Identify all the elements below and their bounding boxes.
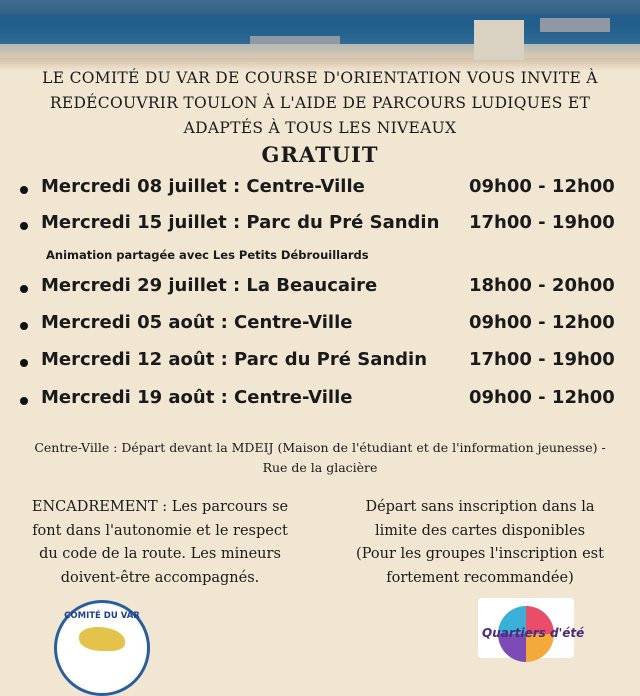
comite-du-var-logo	[54, 600, 150, 696]
schedule-item	[20, 387, 630, 417]
inscription-block	[330, 496, 630, 590]
schedule-time: 09h00 - 12h00	[469, 387, 615, 408]
schedule-time: 09h00 - 12h00	[469, 176, 615, 197]
var-map-icon	[79, 627, 125, 651]
animation-note: Animation partagée avec Les Petits Débrouillards	[46, 248, 369, 262]
quartiers-logo-text: Quartiers d'été	[482, 626, 585, 640]
encadrement-block	[10, 496, 310, 590]
intro-line-3: ADAPTÉS À TOUS LES NIVEAUX	[183, 119, 457, 137]
schedule-item	[20, 312, 630, 342]
schedule-label: Mercredi 08 juillet : Centre-Ville	[41, 176, 365, 197]
inscription-line-1: Départ sans inscription dans la	[365, 499, 595, 515]
quartiers-ete-logo	[478, 598, 585, 658]
bullet-icon	[20, 397, 28, 405]
inscription-line-4: fortement recommandée)	[386, 569, 574, 586]
schedule-item	[20, 176, 630, 206]
encadrement-line-1: Les parcours se	[167, 499, 289, 515]
bullet-icon	[20, 322, 28, 330]
comite-logo-text: COMITÉ DU VAR	[64, 611, 140, 621]
schedule-item	[20, 349, 630, 379]
depart-line-2: Rue de la glacière	[262, 460, 378, 475]
building	[0, 44, 640, 58]
intro-line-1: LE COMITÉ DU VAR DE COURSE D'ORIENTATION VOUS INVITE À	[42, 69, 598, 87]
bullet-icon	[20, 186, 28, 194]
header-photo	[0, 0, 640, 70]
schedule-time: 18h00 - 20h00	[469, 275, 615, 296]
depart-info	[10, 438, 630, 478]
intro-line-2: REDÉCOUVRIR TOULON À L'AIDE DE PARCOURS LUDIQUES ET	[49, 94, 591, 112]
schedule-time: 09h00 - 12h00	[469, 312, 615, 333]
bullet-icon	[20, 359, 28, 367]
inscription-line-3: (Pour les groupes l'inscription est	[356, 546, 604, 562]
bullet-icon	[20, 285, 28, 293]
encadrement-line-2: font dans l'autonomie et le respect	[32, 522, 288, 539]
encadrement-line-3: du code de la route. Les mineurs	[39, 546, 281, 562]
schedule-time: 17h00 - 19h00	[469, 349, 615, 370]
encadrement-heading: ENCADREMENT :	[31, 499, 168, 515]
bullet-icon	[20, 222, 28, 230]
encadrement-line-4: doivent-être accompagnés.	[60, 569, 260, 586]
schedule-label: Mercredi 19 août : Centre-Ville	[41, 387, 353, 408]
depart-line-1: Centre-Ville : Départ devant la MDEIJ (Maison de l'étudiant et de l'information jeunesse) -	[34, 440, 606, 455]
intro-text	[20, 66, 620, 141]
schedule-label: Mercredi 05 août : Centre-Ville	[41, 312, 353, 333]
ship	[540, 18, 610, 32]
schedule-label: Mercredi 15 juillet : Parc du Pré Sandin	[41, 212, 440, 233]
schedule-item	[20, 212, 630, 242]
schedule-item	[20, 275, 630, 305]
schedule-label: Mercredi 29 juillet : La Beaucaire	[41, 275, 378, 296]
gratuit-heading: GRATUIT	[261, 142, 379, 167]
inscription-line-2: limite des cartes disponibles	[374, 522, 586, 539]
schedule-time: 17h00 - 19h00	[469, 212, 615, 233]
schedule-label: Mercredi 12 août : Parc du Pré Sandin	[41, 349, 428, 370]
